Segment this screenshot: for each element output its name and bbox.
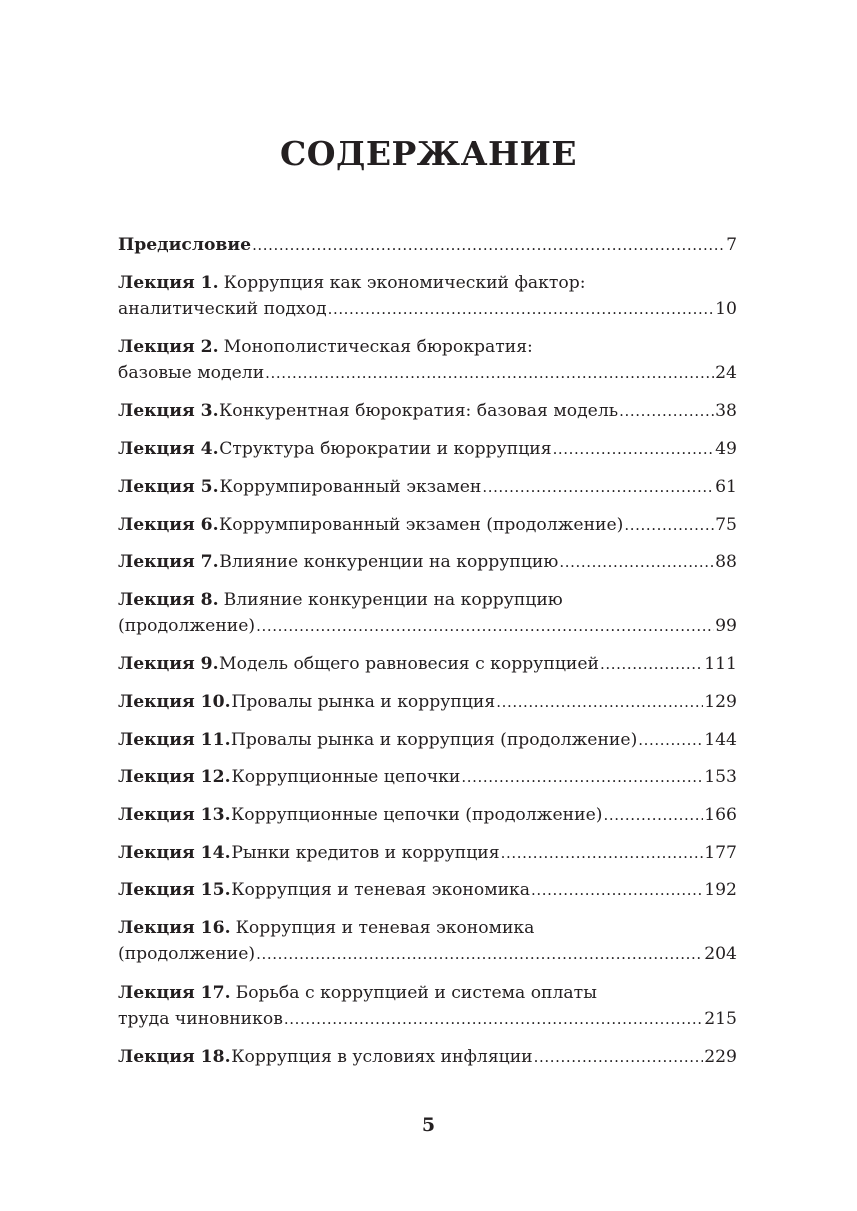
toc-entry-page: 49 xyxy=(715,439,737,460)
page-number: 5 xyxy=(421,1114,436,1136)
toc-entry-title: Коррупция и теневая экономика xyxy=(231,880,531,901)
toc-entry-line xyxy=(118,689,737,715)
toc-entry-page: 111 xyxy=(704,654,737,675)
toc-entry xyxy=(118,512,737,538)
toc-entry-title-cont: труда чиновников xyxy=(118,1008,283,1029)
toc-entry-title: Коррупция и теневая экономика xyxy=(235,918,535,939)
dot-leader xyxy=(531,877,703,903)
toc-entry-title: Влияние конкуренции на коррупцию xyxy=(219,552,559,573)
toc-entry-label: Лекция 9. xyxy=(118,654,219,675)
toc-entry-line xyxy=(118,270,737,296)
toc-entry xyxy=(118,980,737,1032)
dot-leader xyxy=(619,398,714,424)
toc-entry-title: Монополистическая бюрократия: xyxy=(223,337,533,358)
toc-entry-label: Лекция 2. xyxy=(118,337,219,358)
toc-entry-label: Лекция 6. xyxy=(118,514,219,535)
toc-entry-label: Лекция 11. xyxy=(118,729,231,750)
toc-entry-title: Коррупция как экономический фактор: xyxy=(223,272,586,293)
toc-entry-title: Модель общего равновесия с коррупцией xyxy=(219,654,599,675)
toc-entry-title: Коррумпированный экзамен (продолжение) xyxy=(218,514,624,535)
dot-leader xyxy=(600,651,703,677)
dot-leader xyxy=(496,689,703,715)
dot-leader xyxy=(482,474,714,500)
page-title: СОДЕРЖАНИЕ xyxy=(279,134,577,174)
toc-entry-label: Лекция 3. xyxy=(118,401,219,422)
toc-entry-line xyxy=(118,549,737,575)
dot-leader xyxy=(461,764,703,790)
toc-entry-label: Лекция 14. xyxy=(118,842,231,863)
toc-entry-page: 177 xyxy=(704,842,737,863)
toc-entry-label: Лекция 5. xyxy=(118,476,219,497)
toc-entry-page: 88 xyxy=(715,552,737,573)
toc-entry-label: Лекция 17. xyxy=(118,982,231,1003)
toc-entry-line xyxy=(118,941,737,967)
toc-entry-page: 192 xyxy=(704,880,737,901)
toc-entry-page: 24 xyxy=(715,363,737,384)
toc-entry xyxy=(118,474,737,500)
dot-leader xyxy=(603,802,703,828)
toc-entry-line xyxy=(118,334,737,360)
toc-entry xyxy=(118,398,737,424)
toc-entry-label: Лекция 16. xyxy=(118,918,231,939)
toc-entry-label: Лекция 4. xyxy=(118,439,219,460)
dot-leader xyxy=(284,1006,703,1032)
toc-entry-label: Лекция 8. xyxy=(118,589,219,610)
toc-entry xyxy=(118,840,737,866)
toc-entry-label: Лекция 18. xyxy=(118,1046,231,1067)
toc-entry xyxy=(118,915,737,967)
toc-entry-page: 61 xyxy=(715,476,737,497)
toc-entry-line xyxy=(118,296,737,322)
toc-entry-title: Борьба с коррупцией и система оплаты xyxy=(235,982,597,1003)
toc-entry-line xyxy=(118,727,737,753)
toc-entry-page: 99 xyxy=(715,615,737,636)
toc-entry-line xyxy=(118,1006,737,1032)
toc-entry-line xyxy=(118,651,737,677)
dot-leader xyxy=(265,360,714,386)
dot-leader xyxy=(252,232,725,258)
toc-entry-label: Лекция 7. xyxy=(118,552,219,573)
toc-entry-title: Коррумпированный экзамен xyxy=(219,476,482,497)
toc-entry-line xyxy=(118,613,737,639)
dot-leader xyxy=(553,436,715,462)
toc-entry-line xyxy=(118,436,737,462)
toc-entry-title: Конкурентная бюрократия: базовая модель xyxy=(218,401,619,422)
toc-entry-line xyxy=(118,915,737,941)
toc-entry xyxy=(118,877,737,903)
toc-entry xyxy=(118,802,737,828)
toc-entry xyxy=(118,689,737,715)
toc-entry-title: Влияние конкуренции на коррупцию xyxy=(223,589,563,610)
toc-entry-page: 204 xyxy=(704,944,737,965)
toc-entry-title: Рынки кредитов и коррупция xyxy=(231,842,500,863)
dot-leader xyxy=(638,727,703,753)
toc-entry-line xyxy=(118,232,737,258)
dot-leader xyxy=(559,549,714,575)
toc-entry-label: Лекция 15. xyxy=(118,880,231,901)
toc-entry-page: 38 xyxy=(715,401,737,422)
toc-entry-line xyxy=(118,398,737,424)
toc-entry-line xyxy=(118,840,737,866)
dot-leader xyxy=(328,296,715,322)
toc-entry xyxy=(118,549,737,575)
toc-entry xyxy=(118,1044,737,1070)
toc-entry-page: 153 xyxy=(704,767,737,788)
toc-entry-label: Лекция 10. xyxy=(118,691,231,712)
toc-entry-line xyxy=(118,802,737,828)
toc-entry-page: 144 xyxy=(704,729,737,750)
toc-entry-page: 10 xyxy=(715,298,737,319)
toc-entry xyxy=(118,436,737,462)
toc-entry-label: Лекция 12. xyxy=(118,767,231,788)
toc-entry-page: 75 xyxy=(715,514,737,535)
toc-entry-line xyxy=(118,1044,737,1070)
toc-entry-line xyxy=(118,360,737,386)
table-of-contents xyxy=(118,232,737,1082)
toc-entry-page: 215 xyxy=(704,1008,737,1029)
dot-leader xyxy=(501,840,704,866)
toc-entry xyxy=(118,232,737,258)
toc-entry-page: 129 xyxy=(704,691,737,712)
toc-entry xyxy=(118,764,737,790)
toc-entry-title: Коррупционные цепочки xyxy=(231,767,461,788)
toc-entry-line xyxy=(118,474,737,500)
toc-entry-line xyxy=(118,980,737,1006)
toc-entry-line xyxy=(118,512,737,538)
toc-entry-page: 7 xyxy=(726,235,737,255)
toc-entry-title: Провалы рынка и коррупция xyxy=(231,691,496,712)
toc-entry xyxy=(118,270,737,322)
toc-entry-title-cont: базовые модели xyxy=(118,363,265,384)
dot-leader xyxy=(534,1044,704,1070)
toc-entry-page: 166 xyxy=(704,805,737,826)
toc-entry-page: 229 xyxy=(704,1046,737,1067)
toc-entry-line xyxy=(118,764,737,790)
dot-leader xyxy=(256,941,703,967)
toc-entry xyxy=(118,587,737,639)
toc-entry-title-cont: аналитический подход xyxy=(118,298,327,319)
toc-entry-title: Коррупционные цепочки (продолжение) xyxy=(230,805,603,826)
toc-entry xyxy=(118,727,737,753)
toc-entry-title: Коррупция в условиях инфляции xyxy=(231,1046,533,1067)
toc-entry-line xyxy=(118,587,737,613)
toc-entry-title-cont: (продолжение) xyxy=(118,944,256,965)
toc-entry-title-cont: (продолжение) xyxy=(118,615,256,636)
toc-entry-title: Структура бюрократии и коррупция xyxy=(219,439,552,460)
toc-entry-label: Лекция 1. xyxy=(118,272,219,293)
toc-entry-line xyxy=(118,877,737,903)
toc-entry xyxy=(118,651,737,677)
dot-leader xyxy=(624,512,714,538)
dot-leader xyxy=(256,613,714,639)
toc-entry-title: Провалы рынка и коррупция (продолжение) xyxy=(230,729,638,750)
toc-entry-label: Предисловие xyxy=(118,235,252,255)
toc-entry-label: Лекция 13. xyxy=(118,805,231,826)
toc-entry xyxy=(118,334,737,386)
